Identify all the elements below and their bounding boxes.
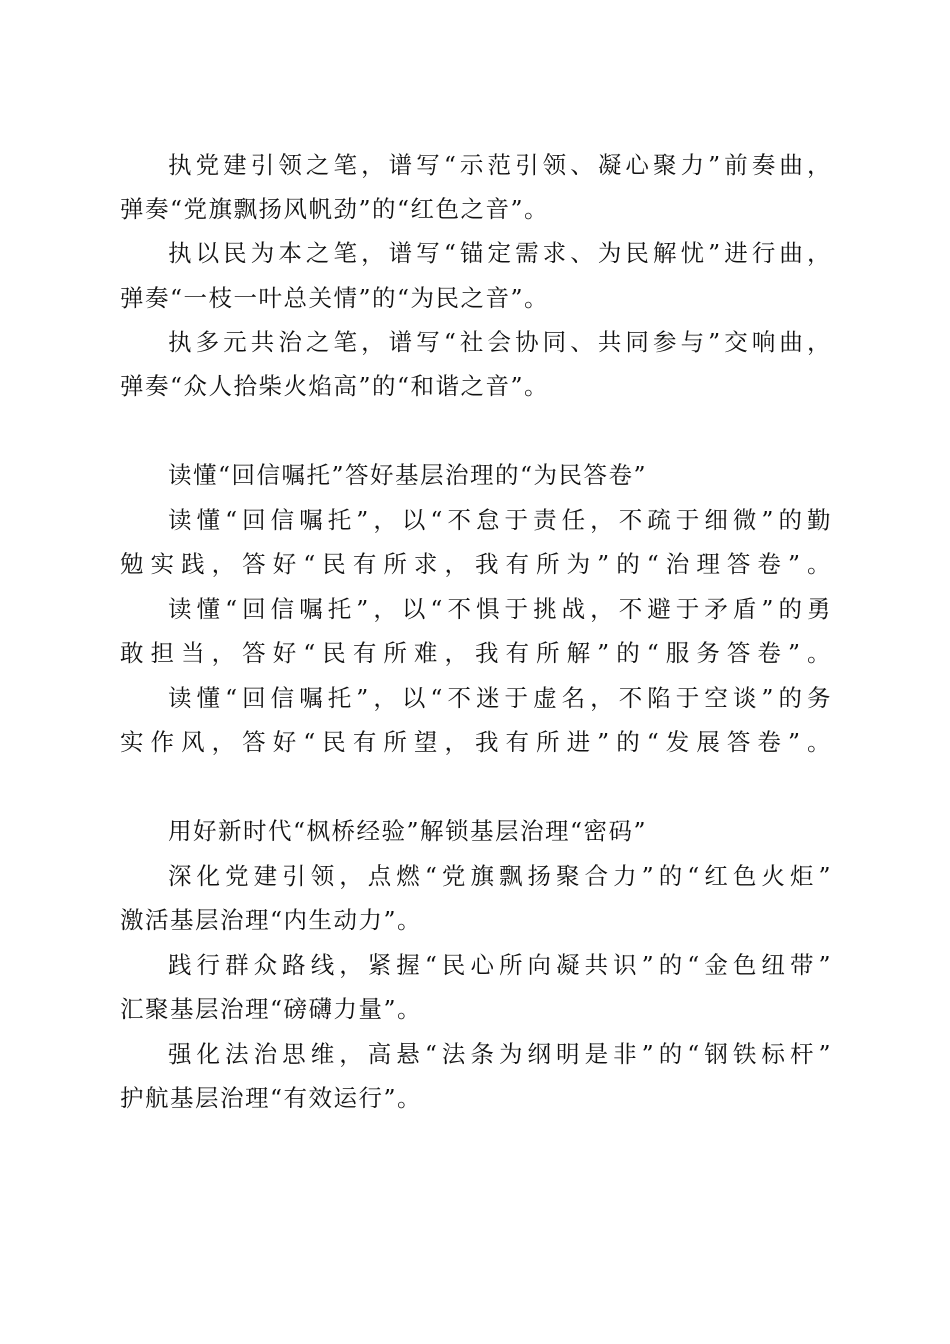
paragraph-line: 深化党建引领，点燃“党旗飘扬聚合力”的“红色火炬” xyxy=(168,862,832,890)
paragraph-line: 执多元共治之笔，谱写“社会协同、共同参与”交响曲， xyxy=(168,328,832,356)
paragraph-line: 执以民为本之笔，谱写“锚定需求、为民解忧”进行曲， xyxy=(168,239,832,267)
paragraph-line: 读懂“回信嘱托”，以“不怠于责任，不疏于细微”的勤 xyxy=(168,506,832,534)
paragraph-line: 汇聚基层治理“磅礴力量”。 xyxy=(120,995,423,1023)
paragraph-line: 弹奏“众人拾柴火焰高”的“和谐之音”。 xyxy=(120,372,550,400)
paragraph-line: 执党建引领之笔，谱写“示范引领、凝心聚力”前奏曲， xyxy=(168,151,832,179)
paragraph-line: 护航基层治理“有效运行”。 xyxy=(120,1084,423,1112)
paragraph-line: 读懂“回信嘱托”，以“不惧于挑战，不避于矛盾”的勇 xyxy=(168,595,832,623)
paragraph-line: 激活基层治理“内生动力”。 xyxy=(120,906,423,934)
section-heading: 读懂“回信嘱托”答好基层治理的“为民答卷” xyxy=(168,461,648,489)
section-heading: 用好新时代“枫桥经验”解锁基层治理“密码” xyxy=(168,817,648,845)
paragraph-line: 敢担当，答好“民有所难，我有所解”的“服务答卷”。 xyxy=(120,639,832,667)
paragraph-line: 践行群众路线，紧握“民心所向凝共识”的“金色纽带” xyxy=(168,951,832,979)
paragraph-line: 强化法治思维，高悬“法条为纲明是非”的“钢铁标杆” xyxy=(168,1040,832,1068)
paragraph-line: 实作风，答好“民有所望，我有所进”的“发展答卷”。 xyxy=(120,728,832,756)
paragraph-line: 弹奏“一枝一叶总关情”的“为民之音”。 xyxy=(120,284,550,312)
paragraph-line: 勉实践，答好“民有所求，我有所为”的“治理答卷”。 xyxy=(120,550,832,578)
paragraph-line: 读懂“回信嘱托”，以“不迷于虚名，不陷于空谈”的务 xyxy=(168,684,832,712)
paragraph-line: 弹奏“党旗飘扬风帆劲”的“红色之音”。 xyxy=(120,195,550,223)
